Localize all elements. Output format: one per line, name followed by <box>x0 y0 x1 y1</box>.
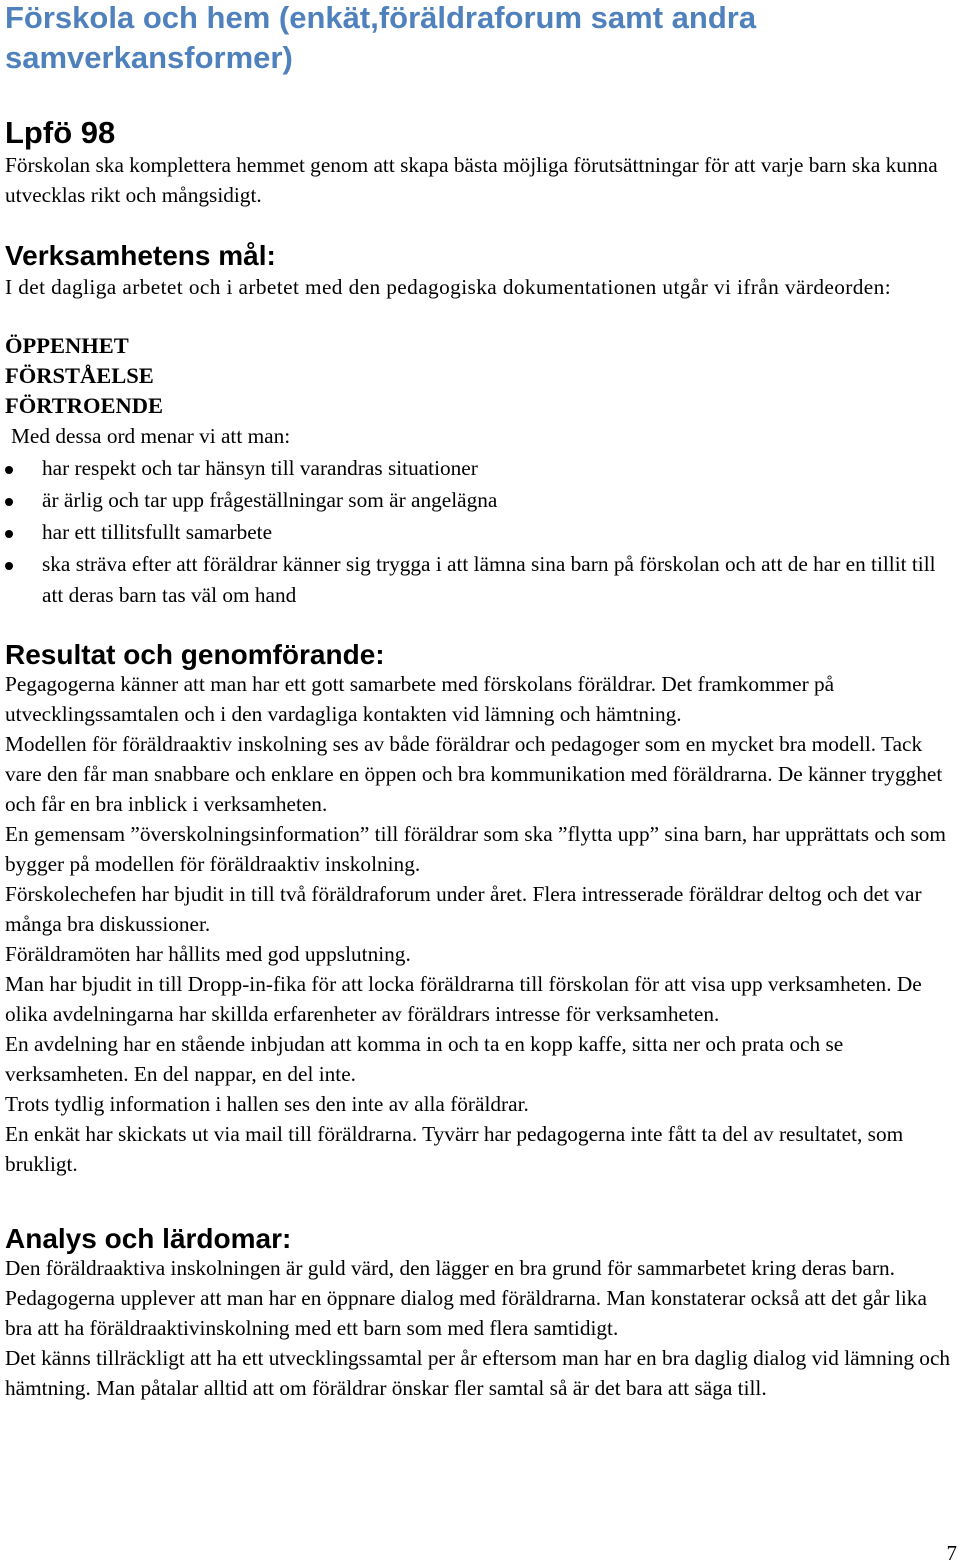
results-paragraph: Föräldramöten har hållits med god uppslutning. <box>5 942 411 966</box>
analysis-paragraph: Det känns tillräckligt att ha ett utvecklingssamtal per år eftersom man har en bra daglig dialog vid lämning och hämtning. Man påtalar alltid att om föräldrar önskar fler samtal så är det bara att säga till. <box>5 1346 951 1400</box>
bullet-icon <box>5 466 13 474</box>
results-paragraph: Pegagogerna känner att man har ett gott samarbete med förskolans föräldrar. Det framkommer på utvecklingssamtalen och i den vardagliga kontakten vid lämning och hämtning. <box>5 672 835 726</box>
value-word: FÖRTROENDE <box>5 393 163 418</box>
bullet-icon <box>5 498 13 506</box>
analysis-body <box>5 1253 955 1403</box>
results-body <box>5 669 955 1179</box>
bullet-text: har ett tillitsfullt samarbete <box>42 520 273 544</box>
results-heading: Resultat och genomförande: <box>5 639 385 670</box>
goals-intro: I det dagliga arbetet och i arbetet med den pedagogiska dokumentationen utgår vi ifrån värdeorden: <box>5 275 892 299</box>
list-item <box>5 549 955 610</box>
document-title: Förskola och hem (enkät,föräldraforum samt andra samverkansformer) <box>5 0 757 75</box>
bullet-text: ska sträva efter att föräldrar känner sig trygga i att lämna sina barn på förskolan och att de har en tillit till att deras barn tas väl om hand <box>42 552 936 607</box>
value-word: FÖRSTÅELSE <box>5 363 154 388</box>
list-item <box>5 517 955 548</box>
values-list <box>5 331 955 421</box>
lpfo-text: Förskolan ska komplettera hemmet genom att skapa bästa möjliga förutsättningar för att varje barn ska kunna utvecklas rikt och mångsidigt. <box>5 153 938 207</box>
goals-heading: Verksamhetens mål: <box>5 240 276 271</box>
bullet-text: är ärlig och tar upp frågeställningar som är angelägna <box>42 488 498 512</box>
goals-bullet-list <box>5 453 955 610</box>
results-paragraph: Man har bjudit in till Dropp-in-fika för att locka föräldrarna till förskolan för att visa upp verksamheten. De olika avdelningarna har skillda erfarenheter av föräldrars intresse för verksamheten. <box>5 972 922 1026</box>
lpfo-heading: Lpfö 98 <box>5 115 116 150</box>
bullet-text: har respekt och tar hänsyn till varandras situationer <box>42 456 478 480</box>
analysis-heading: Analys och lärdomar: <box>5 1223 292 1254</box>
list-item <box>5 453 955 484</box>
bullet-icon <box>5 530 13 538</box>
value-word: ÖPPENHET <box>5 333 129 358</box>
values-lead: Med dessa ord menar vi att man: <box>11 424 291 448</box>
results-paragraph: En enkät har skickats ut via mail till föräldrarna. Tyvärr har pedagogerna inte fått ta del av resultatet, som brukligt. <box>5 1122 904 1176</box>
analysis-paragraph: Den föräldraaktiva inskolningen är guld värd, den lägger en bra grund för sammarbetet kring deras barn. Pedagogerna upplever att man har en öppnare dialog med föräldrarna. Man konstaterar också att det går lika bra att ha föräldraaktivinskolning med ett barn som med flera samtidigt. <box>5 1256 927 1340</box>
page-number: 7 <box>946 1541 957 1565</box>
results-paragraph: En gemensam ”överskolningsinformation” till föräldrar som ska ”flytta upp” sina barn, har upprättats och som bygger på modellen för föräldraaktiv inskolning. <box>5 822 946 876</box>
document-page <box>5 0 955 1403</box>
results-paragraph: Modellen för föräldraaktiv inskolning ses av både föräldrar och pedagoger som en mycket bra modell. Tack vare den får man snabbare och enklare en öppen och bra kommunikation med föräldrarna. De känner trygghet och får en bra inblick i verksamheten. <box>5 732 943 816</box>
bullet-icon <box>5 562 13 570</box>
list-item <box>5 485 955 516</box>
results-paragraph: Trots tydlig information i hallen ses den inte av alla föräldrar. <box>5 1092 529 1116</box>
results-paragraph: Förskolechefen har bjudit in till två föräldraforum under året. Flera intresserade föräldrar deltog och det var många bra diskussioner. <box>5 882 922 936</box>
results-paragraph: En avdelning har en stående inbjudan att komma in och ta en kopp kaffe, sitta ner och prata och se verksamheten. En del nappar, en del inte. <box>5 1032 844 1086</box>
